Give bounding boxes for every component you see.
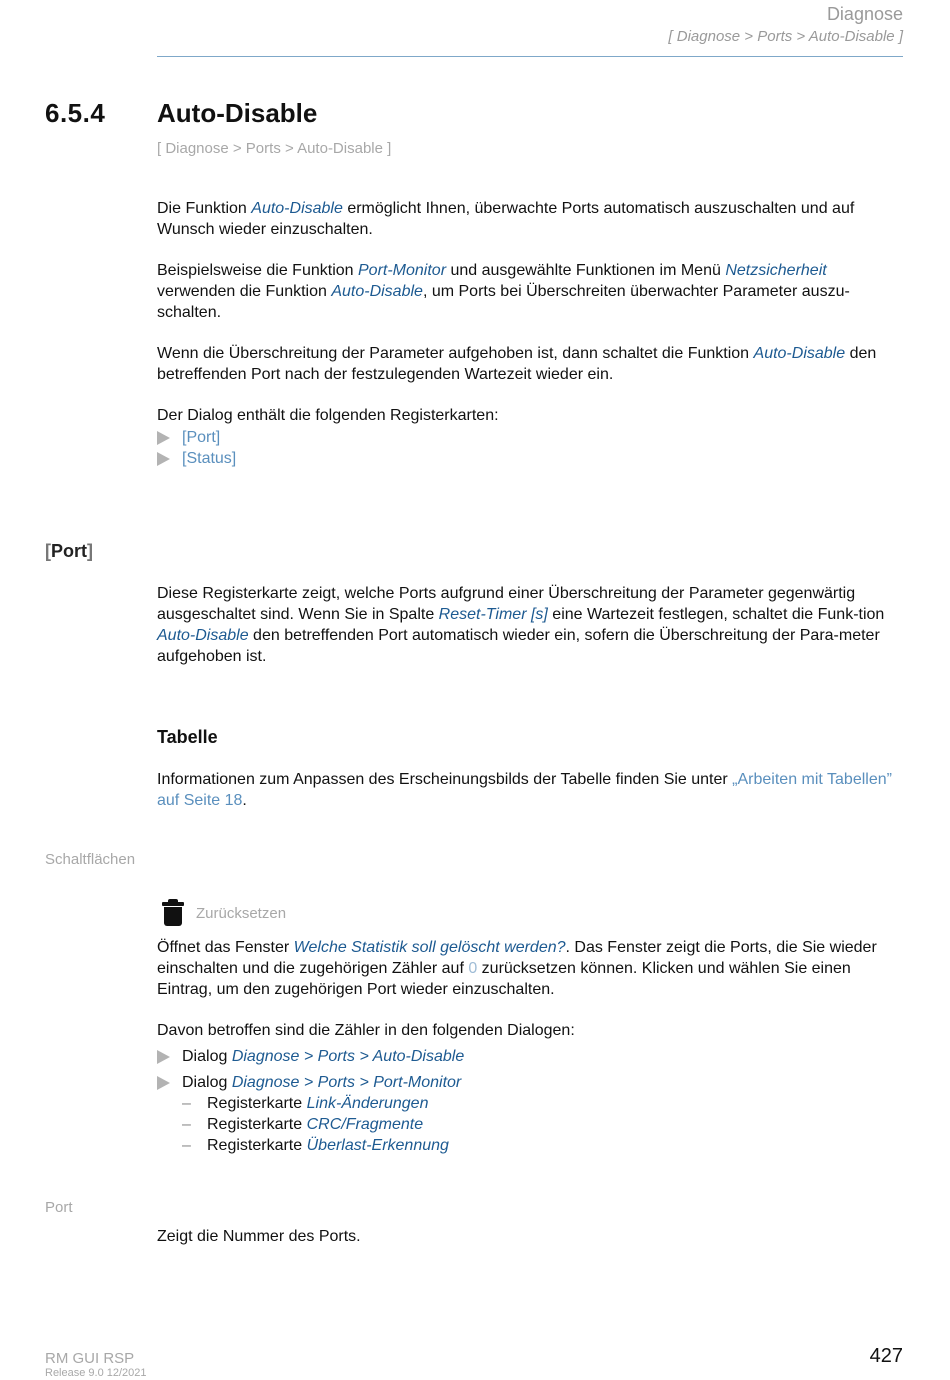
port-side-label: Port <box>45 1199 73 1216</box>
section-title: Auto-Disable <box>157 98 318 128</box>
column-reference: Reset-Timer [s] <box>438 606 548 623</box>
buttons-side-label: Schaltflächen <box>45 851 136 868</box>
running-header-path: [ Diagnose > Ports > Auto-Disable ] <box>668 28 903 45</box>
trash-icon <box>160 899 186 927</box>
value-zero: 0 <box>468 960 478 977</box>
dialog-reference: Diagnose > Ports > Port-Monitor <box>231 1074 462 1091</box>
header-divider <box>157 56 903 57</box>
port-description: Zeigt die Nummer des Ports. <box>157 1228 361 1245</box>
bullet-triangle-icon <box>157 452 170 466</box>
list-item-dialog-2: Dialog Diagnose > Ports > Port-Monitor <box>157 1072 461 1093</box>
tab-link-label[interactable]: [Status] <box>182 450 237 467</box>
reset-button-label: Zurücksetzen <box>196 904 287 922</box>
tab-link-status[interactable] <box>157 448 236 469</box>
bullet-triangle-icon <box>157 1050 170 1064</box>
table-heading: Tabelle <box>157 727 218 747</box>
intro-paragraph-1: Die Funktion Auto-Disable ermöglicht Ihnen, überwachte Ports automatisch auszuschalten und auf Wunsch wieder einzuschalten. <box>157 200 855 238</box>
list-subitem-tab-2: – Registerkarte CRC/Fragmente <box>182 1116 424 1133</box>
page-number: 427 <box>869 1345 903 1367</box>
dialog-reference: Diagnose > Ports > Auto-Disable <box>231 1048 465 1065</box>
function-reference: Auto-Disable <box>157 627 249 644</box>
function-reference: Auto-Disable <box>753 345 846 362</box>
menu-reference: Netzsicherheit <box>725 262 827 279</box>
list-subitem-tab-3: – Registerkarte Überlast-Erkennung <box>182 1137 449 1154</box>
intro-paragraph-2: Beispielsweise die Funktion Port-Monitor und ausgewählte Funktionen im Menü Netzsicherheit verwenden die Funktion Auto-Disable, um Ports bei Überschreiten überwachter Parameter auszu-schalten. <box>157 262 850 321</box>
reset-button[interactable] <box>160 899 286 927</box>
intro-paragraph-3: Wenn die Überschreitung der Parameter aufgehoben ist, dann schaltet die Funktion Auto-Disable den betreffenden Port nach der festzulegenden Wartezeit wieder ein. <box>157 345 877 383</box>
reset-description: Öffnet das Fenster Welche Statistik soll gelöscht werden?. Das Fenster zeigt die Ports, die Sie wieder einschalten und die zugehörigen Zähler auf 0 zurücksetzen können. Klicken und wählen Sie einen Eintrag, um den zugehörigen Port wieder einzuschalten. <box>157 939 877 998</box>
bullet-triangle-icon <box>157 1076 170 1090</box>
tab-link-label[interactable]: [Port] <box>182 429 221 446</box>
window-reference: Welche Statistik soll gelöscht werden? <box>293 939 566 956</box>
affected-counters-text: Davon betroffen sind die Zähler in den folgenden Dialogen: <box>157 1022 575 1039</box>
port-tab-paragraph: Diese Registerkarte zeigt, welche Ports aufgrund einer Überschreitung der Parameter gegenwärtig ausgeschaltet sind. Wenn Sie in Spalte Reset-Timer [s] eine Wartezeit festlegen, schaltet die Funk-tion Auto-Disable den betreffenden Port automatisch wieder ein, sofern die Überschreitung der Para-meter aufgehoben ist. <box>157 585 885 665</box>
tab-link-port[interactable] <box>157 427 220 448</box>
tab-heading-port: [Port] <box>45 541 93 561</box>
function-reference: Port-Monitor <box>358 262 447 279</box>
running-header-title: Diagnose <box>826 4 903 24</box>
tab-reference: Überlast-Erkennung <box>306 1137 449 1154</box>
tab-reference: Link-Änderungen <box>306 1095 429 1112</box>
footer-product: RM GUI RSP <box>45 1350 135 1367</box>
table-paragraph: Informationen zum Anpassen des Erscheinungsbilds der Tabelle finden Sie unter „Arbeiten mit Tabellen” auf Seite 18. <box>157 771 892 809</box>
tab-reference: CRC/Fragmente <box>306 1116 424 1133</box>
section-breadcrumb: [ Diagnose > Ports > Auto-Disable ] <box>157 140 392 157</box>
function-reference: Auto-Disable <box>251 200 343 217</box>
footer-release: Release 9.0 12/2021 <box>45 1367 147 1379</box>
cross-reference-link[interactable]: „Arbeiten mit Tabellen” auf Seite 18 <box>157 771 892 809</box>
list-subitem-tab-1: – Registerkarte Link-Änderungen <box>182 1095 429 1112</box>
bullet-triangle-icon <box>157 431 170 445</box>
list-item-dialog-1: Dialog Diagnose > Ports > Auto-Disable <box>157 1046 464 1067</box>
section-number: 6.5.4 <box>45 98 106 128</box>
function-reference: Auto-Disable <box>331 283 423 300</box>
intro-paragraph-4: Der Dialog enthält die folgenden Registerkarten: <box>157 407 499 424</box>
